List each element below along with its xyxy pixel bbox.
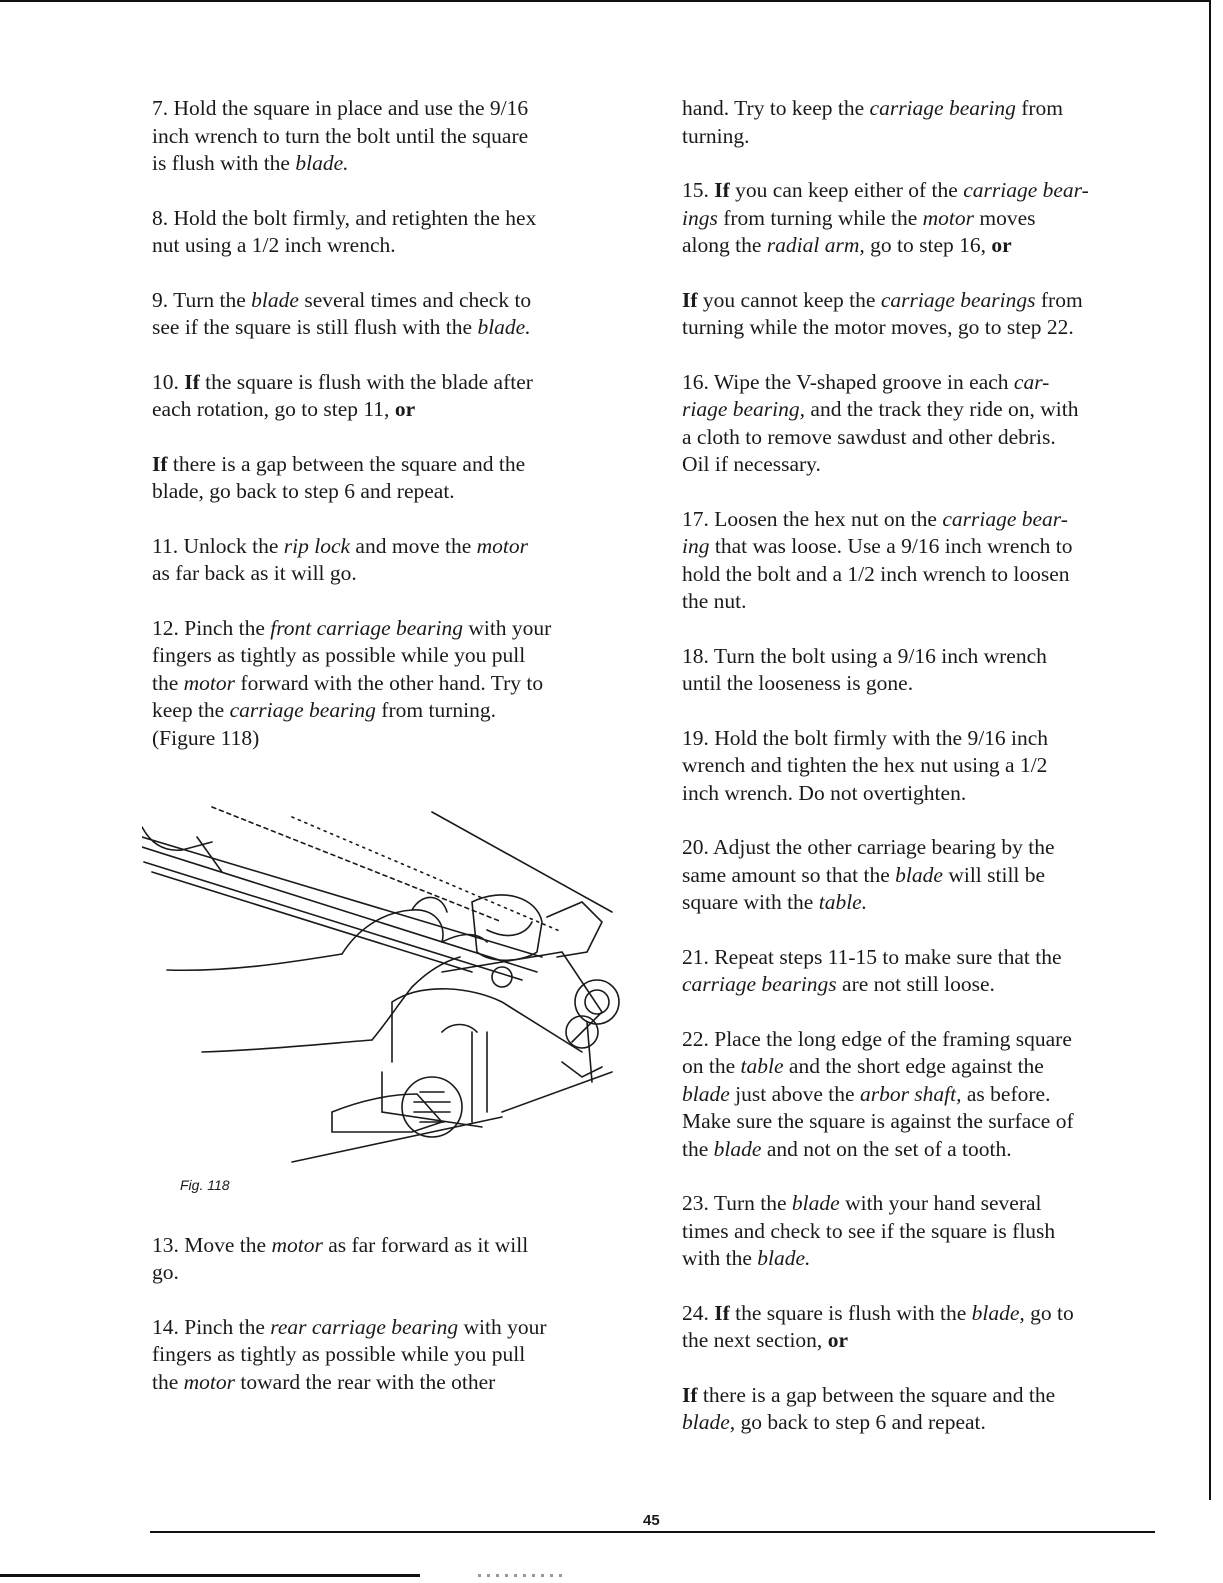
scan-specks <box>478 1574 568 1577</box>
step-22: 22. Place the long edge of the framing square on the table and the short edge against the blade just above the arbor shaft, as before. Make sure the square is against the surface of the blade and not on the set of a tooth. <box>682 1026 1074 1161</box>
step-7: 7. Hold the square in place and use the 9/16 inch wrench to turn the bolt until the square is flush with the blade. <box>152 96 529 175</box>
step-24-alt: If there is a gap between the square and the blade, go back to step 6 and repeat. <box>682 1382 1056 1434</box>
figure-caption: Fig. 118 <box>180 1177 230 1193</box>
step-21: 21. Repeat steps 11-15 to make sure that the carriage bearings are not still loose. <box>682 944 1062 996</box>
step-9: 9. Turn the blade several times and check to see if the square is still flush with the blade. <box>152 287 532 339</box>
step-10-alt: If there is a gap between the square and the blade, go back to step 6 and repeat. <box>152 451 526 503</box>
step-20: 20. Adjust the other carriage bearing by the same amount so that the blade will still be square with the table. <box>682 835 1055 914</box>
footer-rule <box>150 1531 1155 1533</box>
step-10: 10. If the square is flush with the blade after each rotation, go to step 11, or <box>152 369 533 421</box>
step-15: 15. If you can keep either of the carriage bear- ings from turning while the motor moves along the radial arm, go to step 16, or <box>682 178 1089 257</box>
step-14: 14. Pinch the rear carriage bearing with your fingers as tightly as possible while you pull the motor toward the rear with the other <box>152 1314 547 1394</box>
step-13: 13. Move the motor as far forward as it will go. <box>152 1232 529 1284</box>
left-column <box>152 95 622 1423</box>
step-17: 17. Loosen the hex nut on the carriage bear- ing that was loose. Use a 9/16 inch wrench to hold the bolt and a 1/2 inch wrench to loosen the nut. <box>682 506 1073 613</box>
scan-border-top <box>0 0 1210 2</box>
step-18: 18. Turn the bolt using a 9/16 inch wrench until the looseness is gone. <box>682 643 1047 695</box>
step-16: 16. Wipe the V-shaped groove in each car- riage bearing, and the track they ride on, with a cloth to remove sawdust and other debris. Oil if necessary. <box>682 369 1079 476</box>
step-12: 12. Pinch the front carriage bearing with your fingers as tightly as possible while you pull the motor forward with the other hand. Try to keep the carriage bearing from turning. (Figure 118) <box>152 615 552 750</box>
page-number: 45 <box>643 1512 660 1529</box>
step-23: 23. Turn the blade with your hand several times and check to see if the square is flush with the blade. <box>682 1191 1056 1270</box>
step-15-alt: If you cannot keep the carriage bearings from turning while the motor moves, go to step 22. <box>682 287 1083 339</box>
step-14-continued: hand. Try to keep the carriage bearing from turning. <box>682 96 1064 148</box>
scan-border-right <box>1209 0 1211 1500</box>
step-24: 24. If the square is flush with the blade, go to the next section, or <box>682 1300 1074 1352</box>
right-column <box>682 95 1162 1464</box>
step-11: 11. Unlock the rip lock and move the motor as far back as it will go. <box>152 533 528 585</box>
step-19: 19. Hold the bolt firmly with the 9/16 inch wrench and tighten the hex nut using a 1/2 inch wrench. Do not overtighten. <box>682 725 1049 805</box>
scan-border-bottom <box>0 1574 420 1577</box>
step-8: 8. Hold the bolt firmly, and retighten the hex nut using a 1/2 inch wrench. <box>152 205 537 257</box>
figure-118-illustration <box>142 782 632 1172</box>
